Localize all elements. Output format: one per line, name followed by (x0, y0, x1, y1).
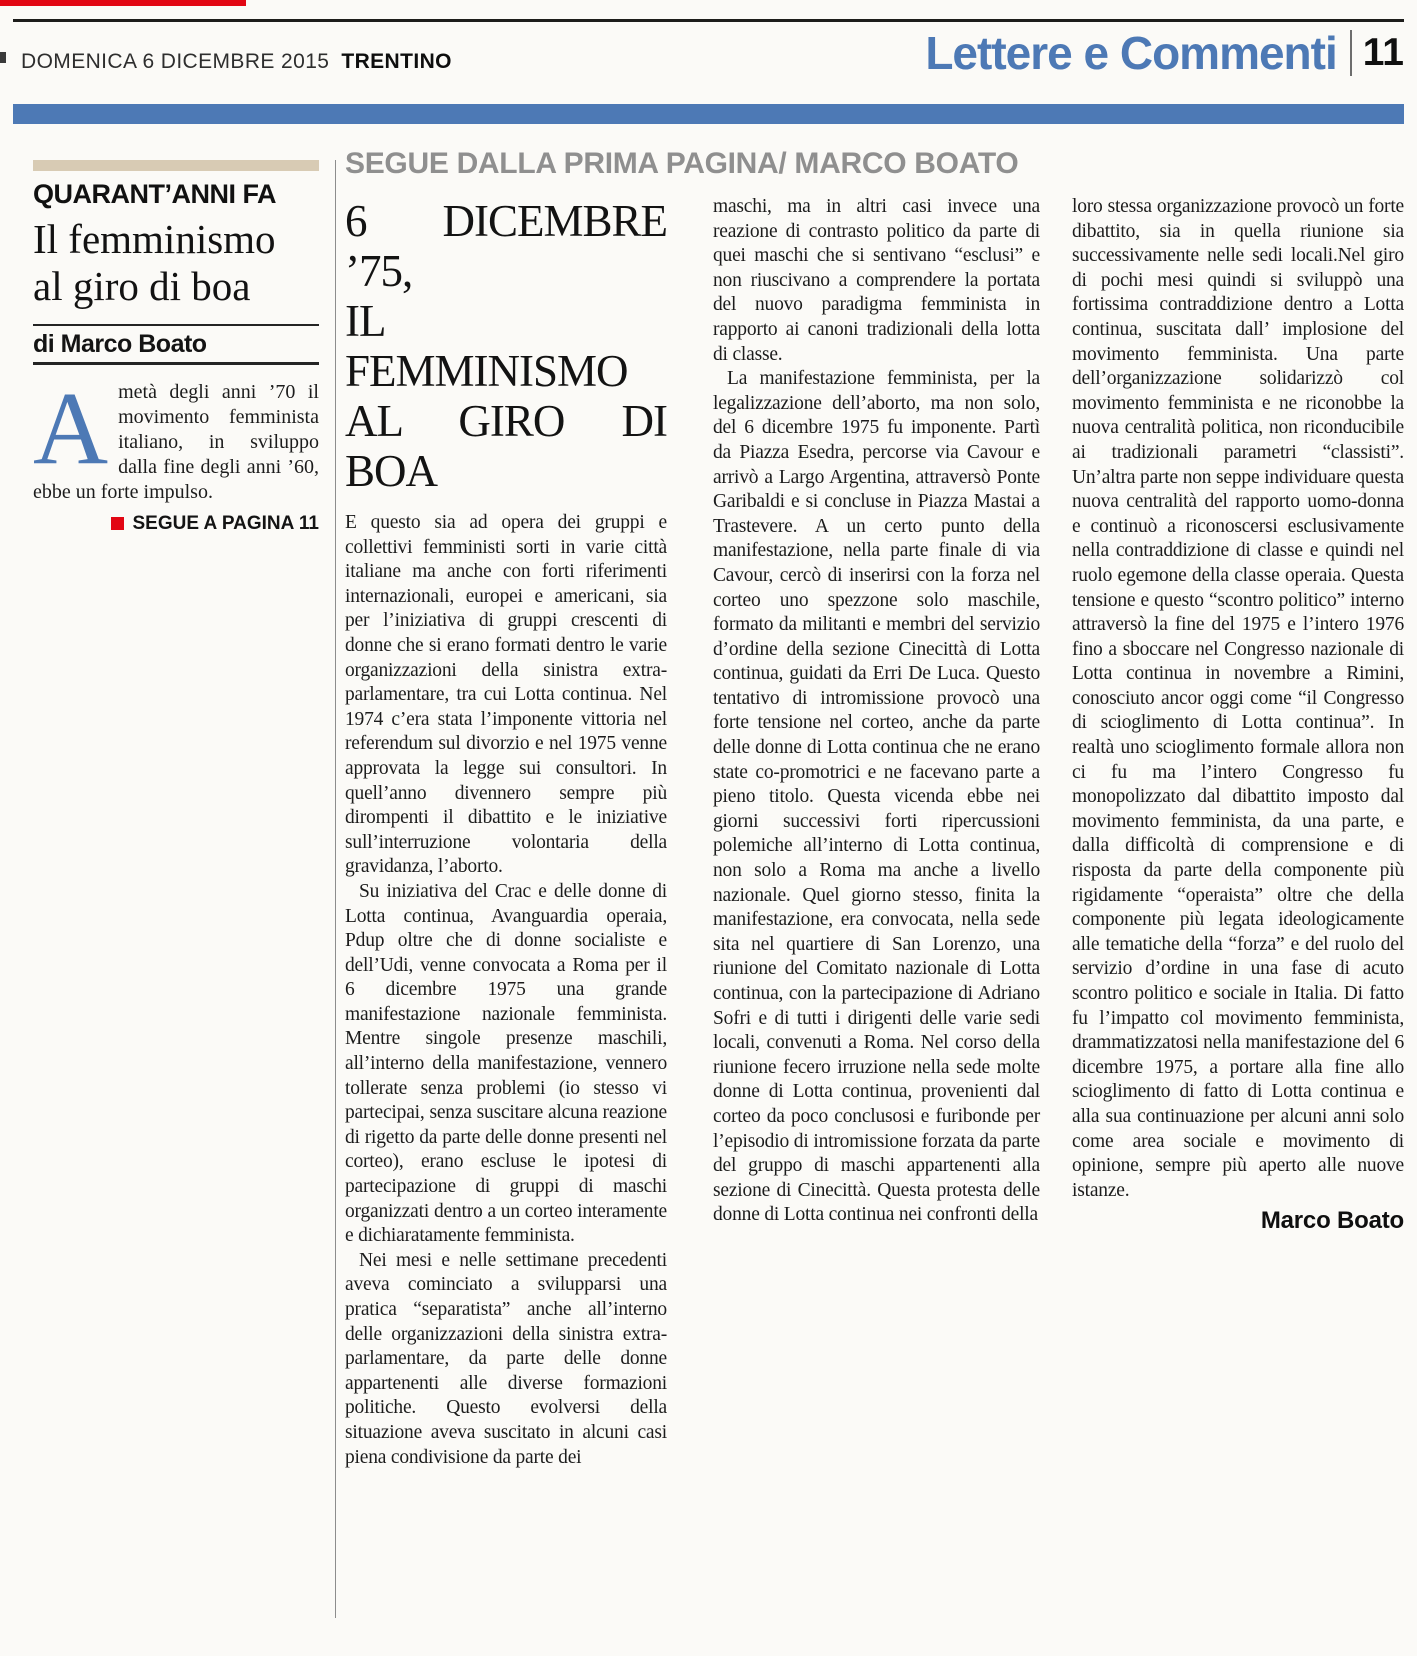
sidebar-rule-bottom (33, 362, 319, 365)
page-header-left (21, 50, 452, 74)
continuation-note (33, 513, 319, 535)
top-red-mark (0, 0, 246, 6)
page-header-right (925, 27, 1404, 79)
article-column-3 (1072, 195, 1404, 1237)
column-divider-rule (335, 160, 336, 1618)
header-top-rule (13, 19, 1404, 22)
continuation-square-icon (111, 517, 124, 530)
sidebar-intro-text: metà degli anni ’70 il movimento femminista italiano, in sviluppo dalla fine degli anni ’60, ebbe un forte impulso. (33, 381, 319, 503)
article-kicker: SEGUE DALLA PRIMA PAGINA/ MARCO BOATO (345, 147, 1019, 180)
sidebar-beige-bar (33, 160, 319, 171)
article-signature: Marco Boato (1260, 1207, 1404, 1235)
header-divider (1350, 30, 1352, 76)
article-title (345, 196, 667, 496)
sidebar-kicker: QUARANT’ANNI FA (33, 179, 276, 209)
article-column-1 (345, 196, 667, 1470)
sidebar-title-line-1: Il femminismo (33, 216, 276, 262)
article-title-line-2: IL FEMMINISMO (345, 296, 628, 396)
article-paragraph: Nei mesi e nelle settimane precedenti aveva cominciato a svilupparsi una pratica “separatista” anche all’interno delle organizzazioni della sinistra extra-parlamentare, da parte delle donne appartenenti alle diverse formazioni politiche. Questo evolversi della situazione aveva suscitato in alcuni casi piena condivisione da parte dei (345, 1249, 667, 1468)
article-paragraph: maschi, ma in altri casi invece una reazione di contrasto politico da parte di quei maschi che si sentivano “esclusi” e non riuscivano a comprendere la portata del nuovo paradigma femminista in rapporto ai canoni tradizionali della lotta di classe. (713, 196, 1040, 365)
article-column-2 (713, 195, 1040, 1228)
article-title-line-3: AL GIRO DI BOA (345, 396, 667, 496)
page-number: 11 (1362, 31, 1404, 74)
section-title: Lettere e Commenti (925, 27, 1337, 79)
continuation-label: SEGUE A PAGINA 11 (132, 513, 319, 534)
sidebar-article (33, 160, 319, 535)
issue-date: DOMENICA 6 DICEMBRE 2015 (21, 50, 330, 73)
article-paragraph: Su iniziativa del Crac e delle donne di Lotta continua, Avanguardia operaia, Pdup oltre che di donne socialiste e dell’Udi, venne convocata a Roma per il 6 dicembre 1975 una grande manifestazione nazionale femminista. Mentre singole presenze maschili, all’interno della manifestazione, vennero tollerate senza problemi (io stesso vi partecipai, senza suscitare alcuna reazione di rigetto da parte delle donne presenti nel corteo), erano escluse le ipotesi di partecipazione di gruppi di maschi organizzati dentro a un corteo interamente e dichiaratamente femminista. (345, 880, 667, 1247)
sidebar-title-line-2: al giro di boa (33, 263, 251, 309)
masthead: TRENTINO (341, 50, 452, 73)
edge-tick-mark (0, 52, 6, 63)
article-paragraph: E questo sia ad opera dei gruppi e collettivi femministi sorti in varie città italiane ma anche con forti riferimenti internazionali, europei e americani, sia per l’iniziativa di gruppi crescenti di donne che si erano formati dentro le varie organizzazioni della sinistra extra-parlamentare, tra cui Lotta continua. Nel 1974 c’era stata l’imponente vittoria nel referendum sul divorzio e nel 1975 venne approvata la legge sui consultori. In quell’anno divennero sempre più dirompenti il dibattito e le iniziative sull’interruzione volontaria della gravidanza, l’aborto. (345, 512, 667, 878)
article-title-line-1: 6 DICEMBRE ’75, (345, 196, 667, 296)
sidebar-title (33, 216, 319, 310)
article-paragraph: loro stessa organizzazione provocò un forte dibattito, sia in quella riunione sia successivamente nelle sedi locali.Nel giro di pochi mesi quindi si sviluppò una fortissima contraddizione dentro a Lotta continua, suscitata dall’ implosione del movimento femminista. Una parte dell’organizzazione solidarizzò col movimento femminista e ne riconobbe la nuova centralità politica, non riconducibile ai tradizionali parametri “classisti”. Un’altra parte non seppe individuare questa nuova centralità del rapporto uomo-donna e continuò a riconoscersi esclusivamente nella contraddizione di classe e quindi nel ruolo egemone della classe operaia. Questa tensione e questo “scontro politico” interno attraversò la fine del 1975 e l’intero 1976 fino a sboccare nel Congresso nazionale di Lotta continua in novembre a Rimini, conosciuto ancor oggi come “il Congresso di scioglimento di Lotta continua”. In realtà uno scioglimento formale allora non ci fu ma l’intero Congresso fu monopolizzato dal dibattito imposto dal movimento femminista, da una parte, e dalla difficoltà di comprensione e di risposta da parte della componente più rigidamente “operaista” oltre che della componente più legata ideologicamente alle tematiche della “forza” e del ruolo del servizio d’ordine in una fase di acuto scontro politico e sociale in Italia. Di fatto fu l’impatto col movimento femminista, drammatizzatosi nella manifestazione del 6 dicembre 1975, a portare alla fine allo scioglimento di fatto di Lotta continua e alla sua continuazione per alcuni anni solo come area sociale e movimento di opinione, sempre più aperto alle nuove istanze. (1072, 196, 1404, 1201)
drop-cap: A (33, 371, 109, 486)
section-blue-bar (13, 104, 1404, 124)
sidebar-byline: di Marco Boato (33, 330, 207, 358)
article-paragraph: La manifestazione femminista, per la legalizzazione dell’aborto, ma non solo, del 6 dicembre 1975 fu imponente. Partì da Piazza Esedra, percorse via Cavour e arrivò a Largo Argentina, attraversò Ponte Garibaldi e si concluse in Piazza Mastai a Trastevere. A un certo punto della manifestazione, nella parte finale di via Cavour, cercò di inserirsi con la forza nel corteo uno spezzone solo maschile, formato da militanti e membri del servizio d’ordine della sezione Cinecittà di Lotta continua, guidati da Erri De Luca. Questo tentativo di intromissione provocò una forte tensione nel corteo, anche da parte delle donne di Lotta continua che ne erano state co-promotrici e ne facevano parte a pieno titolo. Questa vicenda ebbe nei giorni successivi forti ripercussioni polemiche all’interno di Lotta continua, non solo a Roma ma anche a livello nazionale. Quel giorno stesso, finita la manifestazione, era convocata, nella sede sita nel quartiere di San Lorenzo, una riunione del Comitato nazionale di Lotta continua, con la partecipazione di Adriano Sofri e di tutti i dirigenti delle varie sedi locali, convenuti a Roma. Nel corso della riunione fecero irruzione nella sede molte donne di Lotta continua, provenienti dal corteo da poco conclusosi e furibonde per l’episodio di intromissione forzata da parte del gruppo di maschi appartenenti alla sezione di Cinecittà. Questa protesta delle donne di Lotta continua nei confronti della (713, 368, 1040, 1226)
sidebar-intro-paragraph (33, 371, 319, 505)
